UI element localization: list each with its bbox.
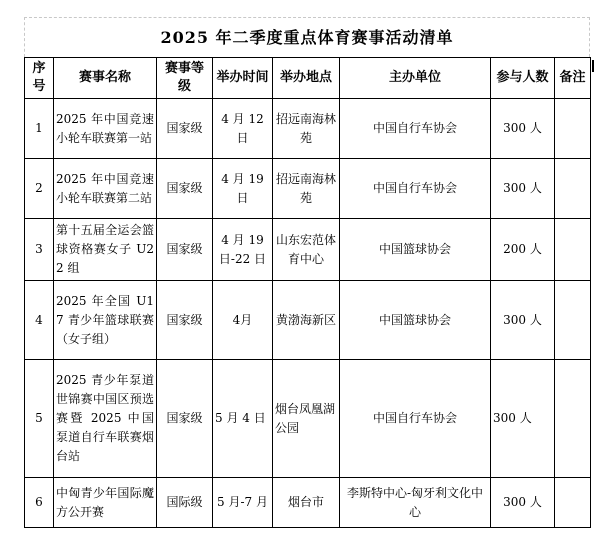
text-cursor: [592, 60, 594, 72]
cell-name: 2025 年中国竞速小轮车联赛第一站: [54, 99, 157, 159]
cell-people: 300 人: [491, 478, 555, 528]
cell-note: [555, 219, 591, 281]
cell-level: 国家级: [157, 219, 213, 281]
header-place: 举办地点: [273, 58, 340, 99]
header-level: 赛事等级: [157, 58, 213, 99]
cell-people: 300 人: [491, 281, 555, 360]
cell-organizer: 中国自行车协会: [340, 159, 491, 219]
cell-level: 国际级: [157, 478, 213, 528]
cell-name: 中匈青少年国际魔方公开赛: [54, 478, 157, 528]
cell-people: 300 人: [491, 99, 555, 159]
cell-place: 黄渤海新区: [273, 281, 340, 360]
cell-time: 5 月-7 月: [213, 478, 273, 528]
cell-level: 国家级: [157, 159, 213, 219]
cell-organizer: 中国自行车协会: [340, 360, 491, 478]
cell-organizer: 中国自行车协会: [340, 99, 491, 159]
cell-no: 5: [25, 360, 54, 478]
cell-organizer: 中国篮球协会: [340, 219, 491, 281]
cell-level: 国家级: [157, 360, 213, 478]
cell-no: 1: [25, 99, 54, 159]
table-header-row: [25, 58, 591, 99]
cell-time: 4 月 12 日: [213, 99, 273, 159]
cell-people: 300 人: [491, 159, 555, 219]
cell-note: [555, 478, 591, 528]
cell-no: 2: [25, 159, 54, 219]
cell-name: 2025 年中国竞速小轮车联赛第二站: [54, 159, 157, 219]
document-title: 2025 年二季度重点体育赛事活动清单: [24, 17, 590, 57]
cell-time: 4 月 19 日: [213, 159, 273, 219]
table-row: [25, 281, 591, 360]
header-organizer: 主办单位: [340, 58, 491, 99]
cell-place: 招远南海林苑: [273, 159, 340, 219]
header-time: 举办时间: [213, 58, 273, 99]
cell-level: 国家级: [157, 281, 213, 360]
table-row: [25, 360, 591, 478]
cell-note: [555, 360, 591, 478]
cell-name: 第十五届全运会篮球资格赛女子 U22 组: [54, 219, 157, 281]
table-row: [25, 478, 591, 528]
cell-place: 烟台凤凰湖公园: [273, 360, 340, 478]
cell-name: 2025 年全国 U17 青少年篮球联赛（女子组）: [54, 281, 157, 360]
table-row: [25, 159, 591, 219]
header-name: 赛事名称: [54, 58, 157, 99]
cell-place: 招远南海林苑: [273, 99, 340, 159]
table-row: [25, 99, 591, 159]
cell-organizer: 中国篮球协会: [340, 281, 491, 360]
cell-note: [555, 281, 591, 360]
cell-place: 烟台市: [273, 478, 340, 528]
cell-level: 国家级: [157, 99, 213, 159]
cell-no: 6: [25, 478, 54, 528]
cell-time: 5 月 4 日: [213, 360, 273, 478]
header-note: 备注: [555, 58, 591, 99]
cell-organizer: 李斯特中心-匈牙利文化中心: [340, 478, 491, 528]
cell-note: [555, 159, 591, 219]
cell-time: 4月: [213, 281, 273, 360]
cell-time: 4 月 19 日-22 日: [213, 219, 273, 281]
cell-no: 4: [25, 281, 54, 360]
events-table: [24, 57, 591, 528]
header-people: 参与人数: [491, 58, 555, 99]
cell-name: 2025 青少年泵道世锦赛中国区预选赛暨 2025 中国泵道自行车联赛烟台站: [54, 360, 157, 478]
header-no: 序号: [25, 58, 54, 99]
cell-place: 山东宏范体育中心: [273, 219, 340, 281]
cell-people: 300 人: [491, 360, 555, 478]
cell-no: 3: [25, 219, 54, 281]
cell-note: [555, 99, 591, 159]
cell-people: 200 人: [491, 219, 555, 281]
table-row: [25, 219, 591, 281]
